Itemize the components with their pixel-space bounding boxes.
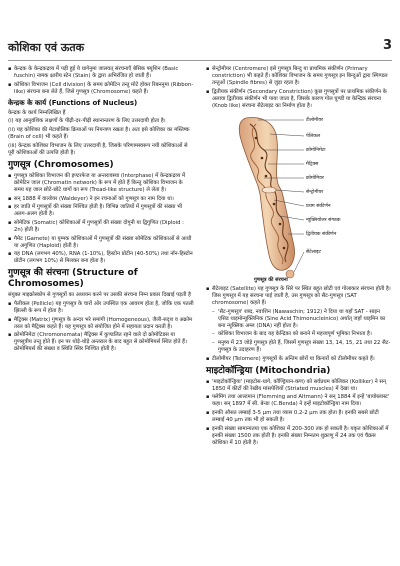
mitochondria-point: ▪ इनकी संख्या सामान्यतया एक कोशिका में 200-300 तक हो सकती है। यकृत कोशिकाओं में इनकी संख्या 1500 तक होती है। इनकी संख्या निम्नतम शुक्राणु में 24 तक एवं चैक्रस कोशिका में 10 होती है। <box>206 426 392 447</box>
chromosome-point: ▪ सोमेटिक (Somatic) कोशिकाओं में गुणसूत्रों की संख्या दोगुनी या द्विगुणित (Diploid : 2n) होती है। <box>8 220 194 234</box>
structure-point: ▪ द्वितीयक संकीर्णन (Secondary Constriction) कुछ गुणसूत्रों पर प्राथमिक संकीर्णन के अलावा द्वितीयक संकीर्णन भी पाया जाता है, जिसके कारण गोल घुण्डी या केन्द्रिक संरचना (Knob like) संरचना सैटेलाइट का निर्माण होता है। <box>206 89 392 110</box>
satellite-sub-point: – 'सैट-गुणसूत्र' शब्द, नवाशिन (Nawaschin; 1912) ने दिया था यहाँ SAT - साइन एसिड थाइमोन्यूक्लिनिक (Sine Acid Thimonucleinico) अर्थात् जहाँ थाइमिन का बना न्यूक्लिक अम्ल (DNA) नहीं होता है। <box>206 309 392 330</box>
satellite-point: ▪ सैटेलाइट (Satellite) यह गुणसूत्र के सिरे पर स्थित बहुत छोटी एवं गोलाकार संरचना होती है। जिस गुणसूत्र में यह संरचना पाई जाती है, उस गुणसूत्र को सैट-गुणसूत्र (SAT chromosome) कहते हैं। <box>206 286 392 307</box>
mitochondria-point: ▪ 'माइटोकॉन्ड्रिया' (माइटोस-धागे, कॉण्ड्रियान-कण) को सर्वप्रथम कोलिकर (Kolliker) ने सन् 1850 में कीटों की रेखीय मांसपेशियों (Striated muscles) में देखा था। <box>206 379 392 393</box>
left-column <box>8 66 194 355</box>
page-header <box>8 38 392 56</box>
chromosome-diagram <box>206 112 392 284</box>
chromosome-structure-heading: गुणसूत्र की संरचना (Structure of Chromosomes) <box>8 268 138 290</box>
nucleus-function-item: (ii) यह कोशिका की मेटाबोलिक क्रियाओं पर नियन्त्रण रखता है। अतः इसे कोशिका का मस्तिष्क (Brain of cell) भी कहते हैं। <box>8 127 190 141</box>
structure-point: ▪ क्रोमोनिमेटा (Chromonemata) मैट्रिक्स में कुण्डलित रहने वाले दो क्रोमोटिडस या गुणसूत्रीय तन्तु होते हैं। इन पर थोड़े-थोड़े अन्तराल के बाद बहुत से क्रोमोमियर्स स्थित होते हैं। क्रोमोमियर्स की संख्या व स्थिति स्थिर निश्चित होती है। <box>8 332 194 353</box>
nucleus-function-item: (i) यह आनुवंशिक लक्षणों के पीढ़ी-दर-पीढ़ी स्थानान्तरण के लिए उत्तरदायी होता है। <box>8 118 166 125</box>
satellite-sub-point: – मनुष्य में 23 जोड़े गुणसूत्र होते हैं, जिसमें गुणसूत्र संख्या 13, 14, 15, 21 तथा 22 सैट-गुणसूत्र के उदाहरण हैं। <box>206 340 392 354</box>
telomere-point: ▪ टीलोमीयर (Telomere) गुणसूत्रों के अन्तिम छोरों या किनारों को टीलोमीयर कहते हैं। <box>206 356 392 363</box>
figure-label-nucleolar-organiser: न्यूक्लियोलर संगठक <box>306 217 341 223</box>
chromosome-point: ▪ यह DNA (लगभग 40%), RNA (1-10%), हिस्टोन प्रोटीन (40-50%) तथा नॉन-हिस्टोन प्रोटीन (लगभग 10%) से मिलकर बना होता है। <box>8 251 194 265</box>
chapter-title: कोशिका एवं ऊतक <box>8 41 85 54</box>
nucleus-function-item: (iii) केन्द्रक कोशिका विभाजन के लिए उत्तरदायी है, जिसके परिणामस्वरूप नयी कोशिकाओं से पूरी कोशिकाओं की उत्पत्ति होती है। <box>8 142 188 156</box>
page-number: 3 <box>382 38 392 53</box>
figure-label-chromonemata: क्रोमोनिमेटा <box>306 147 326 153</box>
structure-point: ▪ सेन्ट्रोमीयर (Centromere) इसे गुणसूत्र बिन्दु या प्राथमिक संकीर्णन (Primary constriction) भी कहते हैं। कोशिका विभाजन के समय गुणसूत्र इन बिन्दुओं द्वारा स्पिण्डल तन्तुओं (Spindle fibres) से जुड़ा रहता है। <box>206 66 392 87</box>
figure-label-chromomere: क्रोमोमियर <box>306 175 324 181</box>
right-column <box>206 66 392 449</box>
figure-label-primary-constriction: प्रथम संकीर्णन <box>306 203 331 209</box>
nucleus-functions-intro: केन्द्रक के कार्य निम्नलिखित हैं <box>8 109 66 116</box>
satellite-sub-point: – कोशिका विभाजन के बाद यह केन्द्रिका को बनाने में महत्त्वपूर्ण भूमिका निभाता है। <box>206 331 392 338</box>
mitochondria-point: ▪ इनकी औसत लम्बाई 3-5 µm तथा व्यास 0.2-2 µm तक होता है। इनकी सबसे छोटी लम्बाई 40 µm तक भी हो सकती है। <box>206 410 392 424</box>
figure-label-satellite: सैटेलाइट <box>306 249 321 255</box>
nucleus-functions-heading: केन्द्रक के कार्य (Functions of Nucleus) <box>8 98 138 107</box>
intro-bullet: ▪ केन्द्रक के केन्द्रकद्रव्य में पड़ी हुई ये धागेनुमा जालवत् संरचनाएँ बेसिक फ्यूशिन (Basic fuschin) नामक क्षारीय स्टेन (Stain) के द्वारा अभिरंजित हो जाती हैं। <box>8 66 194 80</box>
chromosome-point: ▪ गुणसूत्र कोशिका विभाजन की इण्टरफेज या अन्तरावस्था (Interphase) में केन्द्रकद्रव्य में क्रोमेटिन जाल (Chromatin network) के रूप में होते हैं किन्तु कोशिका विभाजन के समय यह जाल छोटे-छोटे धागों का रूप (Tread-like structure) ले लेता है। <box>8 173 194 194</box>
chromosome-point: ▪ हर जाति में गुणसूत्रों की संख्या निश्चित होती है। विभिन्न जातियों में गुणसूत्रों की संख्या भी अलग-अलग होती है। <box>8 204 194 218</box>
structure-point: ▪ पैलीकल (Pellicle) यह गुणसूत्र के चारों ओर उपस्थित एक आवरण होता है, जोकि एक पतली झिल्ली के रूप में होता है। <box>8 301 194 315</box>
figure-label-pellicle: पेलिकल <box>306 133 321 139</box>
intro-bullet: ▪ कोशिका विभाजन (Cell division) के समय क्रोमेटिन तन्तु मोटे होकर रिबननुमा (Ribbon-like) संरचना बना लेते हैं, जिसे गुणसूत्र (Chromosome) कहते हैं। <box>8 82 194 96</box>
figure-label-matrix: मैट्रिक्स <box>306 161 319 167</box>
header-rule <box>8 60 392 61</box>
figure-label-secondary-constriction: द्वितीयक संकीर्णन <box>306 231 337 237</box>
mitochondria-heading: माइटोकॉन्ड्रिया (Mitochondria) <box>206 365 331 376</box>
centromere-mark <box>262 187 276 193</box>
structure-point: ▪ मैट्रिक्स (Matrix) गुणसूत्र के अन्दर भरे समांगी (Homogeneous), जैली-सदृश व अक्रोम तरल को मैट्रिक्स कहते हैं। यह गुणसूत्र को संयोजित होने में सहायता प्रदान करती है। <box>8 317 194 331</box>
figure-label-telomere: टीलोमीयर <box>306 117 324 123</box>
mitochondria-point: ▪ फ्लेमिंग तथा आल्टमान (Flemming and Altmann) ने सन् 1884 में इन्हें 'बायोब्लास्ट' कहा। सन् 1897 में सी. बेन्डा (C.Benda) ने इन्हें माइटोकॉन्ड्रिया नाम दिया। <box>206 394 392 408</box>
figure-caption: गुणसूत्र की संरचना <box>254 276 288 283</box>
chromosome-structure-intro: संयुक्त माइक्रोस्कोप से गुणसूत्रों का अध्ययन करने पर उसकी संरचना निम्न प्रकार दिखाई पड़ती है <box>8 292 191 299</box>
figure-label-centromere: सेन्ट्रोमीयर <box>306 189 324 195</box>
chromosomes-heading: गुणसूत्र (Chromosomes) <box>8 159 114 170</box>
chromosome-point: ▪ गैमेट (Gamete) या युग्मक कोशिकाओं में गुणसूत्रों की संख्या सोमेटिक कोशिकाओं से आधी या अगुणित (Haploid) होती है। <box>8 236 194 250</box>
chromosome-structure-figure <box>206 112 392 284</box>
chromosome-point: ▪ सन् 1888 में वाल्डेयर (Waldeyer) ने इन रचनाओं को गुणसूत्र का नाम दिया था। <box>8 196 194 203</box>
